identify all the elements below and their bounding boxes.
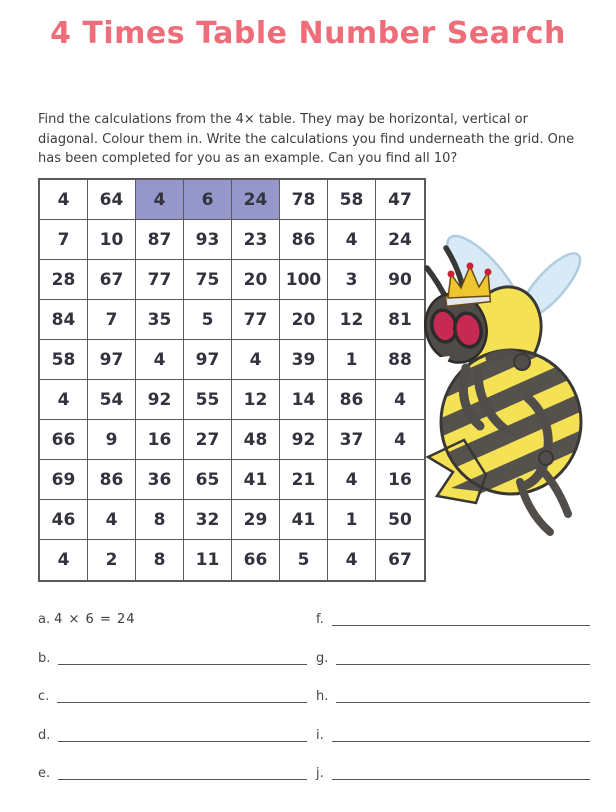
grid-cell[interactable]: 67 [88,260,136,300]
grid-cell[interactable]: 67 [388,550,412,570]
grid-cell[interactable]: 1 [328,500,376,540]
answer-row [316,713,590,751]
answer-row [316,752,590,790]
answer-label: a. [38,612,51,628]
grid-cell[interactable]: 5 [184,300,232,340]
grid-cell[interactable]: 93 [184,220,232,260]
answers-column-left [38,598,307,790]
grid-cell[interactable]: 97 [184,340,232,380]
grid-cell[interactable]: 29 [232,500,280,540]
grid-cell[interactable]: 54 [88,380,136,420]
answer-label: e. [38,765,51,781]
grid-cell[interactable]: 14 [280,380,328,420]
answer-row [316,675,590,713]
answer-blank-line[interactable] [57,700,307,703]
answer-row [38,636,307,674]
grid-cell[interactable]: 66 [232,540,280,580]
grid-cell[interactable]: 64 [88,180,136,220]
answer-row [38,713,307,751]
grid-cell[interactable]: 3 [328,260,376,300]
grid-cell[interactable]: 48 [232,420,280,460]
answer-label: h. [316,689,329,705]
grid-cell[interactable]: 77 [232,300,280,340]
grid-cell[interactable]: 86 [88,460,136,500]
grid-cell[interactable]: 55 [184,380,232,420]
grid-cell[interactable]: 4 [328,540,376,580]
grid-cell[interactable]: 16 [376,460,424,500]
grid-cell[interactable]: 4 [40,540,88,580]
grid-cell[interactable]: 100 [280,260,328,300]
grid-cell[interactable]: 58 [328,180,376,220]
grid-cell[interactable]: 4 [376,380,424,420]
grid-cell[interactable]: 11 [184,540,232,580]
grid-cell[interactable]: 2 [88,540,136,580]
grid-cell[interactable]: 28 [40,260,88,300]
answer-label: g. [316,650,329,666]
grid-cell[interactable]: 12 [232,380,280,420]
page-title: 4 Times Table Number Search [50,16,566,51]
grid-cell[interactable]: 90 [376,260,424,300]
grid-cell[interactable]: 12 [328,300,376,340]
answer-value: 4 × 6 = 24 [54,612,136,628]
grid-cell[interactable]: 16 [136,420,184,460]
grid-cell[interactable]: 5 [280,540,328,580]
grid-cell[interactable]: 47 [376,180,424,220]
answer-row [38,598,307,636]
grid-cell[interactable]: 4 [88,500,136,540]
grid-cell[interactable]: 97 [88,340,136,380]
answer-label: d. [38,727,51,743]
answer-blank-line[interactable] [332,739,590,742]
grid-cell[interactable]: 65 [184,460,232,500]
answer-label: j. [316,765,324,781]
grid-cell[interactable]: 36 [136,460,184,500]
grid-cell[interactable]: 9 [88,420,136,460]
grid-cell[interactable]: 20 [232,260,280,300]
grid-cell[interactable]: 27 [184,420,232,460]
answers-section [38,598,590,790]
grid-cell[interactable]: 4 [136,180,184,220]
grid-cell[interactable]: 7 [40,220,88,260]
grid-cell[interactable]: 4 [40,180,88,220]
grid-cell[interactable]: 4 [328,220,376,260]
answer-row [38,675,307,713]
answer-blank-line[interactable] [58,777,307,780]
grid-cell[interactable]: 86 [328,380,376,420]
grid-cell[interactable]: 39 [280,340,328,380]
grid-cell[interactable]: 4 [136,340,184,380]
grid-cell[interactable]: 7 [88,300,136,340]
grid-cell[interactable]: 37 [328,420,376,460]
grid-cell[interactable]: 32 [184,500,232,540]
answer-row [38,752,307,790]
answers-column-right [316,598,590,790]
answer-blank-line[interactable] [336,700,590,703]
grid-cell[interactable]: 4 [376,420,424,460]
grid-cell[interactable]: 35 [136,300,184,340]
grid-cell[interactable]: 24 [376,220,424,260]
grid-cell[interactable]: 78 [280,180,328,220]
grid-cell[interactable]: 6 [184,180,232,220]
grid-cell[interactable]: 86 [280,220,328,260]
grid-cell[interactable]: 50 [376,500,424,540]
grid-cell[interactable]: 77 [136,260,184,300]
grid-cell[interactable]: 8 [136,540,184,580]
queen-bee-illustration [420,230,614,544]
grid-cell[interactable]: 87 [136,220,184,260]
grid-cell[interactable]: 23 [232,220,280,260]
grid-cell[interactable]: 58 [40,340,88,380]
grid-cell[interactable]: 4 [40,380,88,420]
grid-cell[interactable]: 21 [280,460,328,500]
answer-row [316,598,590,636]
grid-cell[interactable]: 41 [280,500,328,540]
instructions-text: Find the calculations from the 4× table. They may be horizontal, vertical or diagonal. Colour them in. Write the calculations you find underneath the grid. One has been completed for you as an example. Can you find all 10? [38,112,575,166]
grid-cell[interactable]: 20 [280,300,328,340]
grid-cell[interactable]: 84 [40,300,88,340]
grid-cell[interactable]: 4 [232,340,280,380]
grid-cell[interactable]: 88 [376,340,424,380]
answer-blank-line[interactable] [58,662,307,665]
grid-cell[interactable]: 81 [376,300,424,340]
answer-label: c. [38,689,50,705]
grid-cell[interactable]: 24 [232,180,280,220]
answer-label: f. [316,612,324,628]
answer-row [316,636,590,674]
grid-cell[interactable]: 66 [40,420,88,460]
grid-cell[interactable]: 92 [280,420,328,460]
grid-cell[interactable]: 92 [136,380,184,420]
grid-cell[interactable]: 1 [328,340,376,380]
answer-blank-line[interactable] [332,623,590,626]
grid-cell[interactable]: 10 [88,220,136,260]
answer-blank-line[interactable] [332,777,590,780]
grid-cell[interactable]: 46 [40,500,88,540]
grid-cell[interactable]: 4 [328,460,376,500]
grid-cell[interactable]: 8 [136,500,184,540]
grid-cell[interactable]: 69 [40,460,88,500]
answer-blank-line[interactable] [336,662,590,665]
answer-label: i. [316,727,324,743]
number-grid [38,178,426,582]
grid-cell[interactable]: 41 [232,460,280,500]
answer-label: b. [38,650,51,666]
grid-cell[interactable]: 75 [184,260,232,300]
answer-blank-line[interactable] [58,739,307,742]
